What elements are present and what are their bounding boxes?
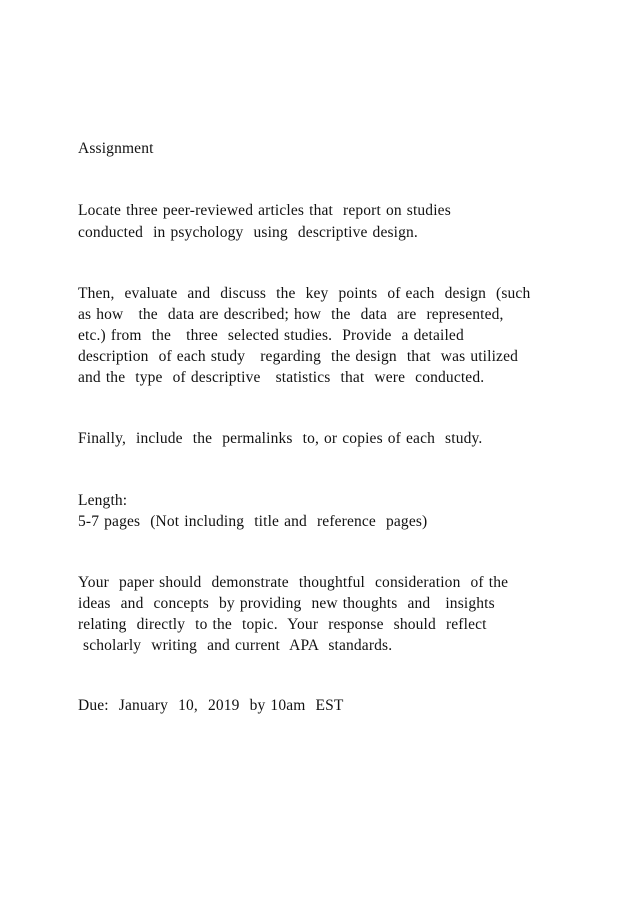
paragraph-evaluate-line-5: and the type of descriptive statistics that were conducted. — [78, 369, 485, 386]
paragraph-evaluate-line-4: description of each study regarding the design that was utilized — [78, 348, 519, 365]
length-value: 5-7 pages (Not including title and reference pages) — [78, 513, 428, 530]
assignment-heading: Assignment — [78, 140, 154, 157]
paragraph-locate-line-1: Locate three peer-reviewed articles that report on studies — [78, 202, 451, 219]
paragraph-paper-line-2: ideas and concepts by providing new thoughts and insights — [78, 595, 495, 612]
paragraph-finally-line-1: Finally, include the permalinks to, or copies of each study. — [78, 430, 483, 447]
length-label: Length: — [78, 492, 128, 509]
paragraph-evaluate-line-3: etc.) from the three selected studies. Provide a detailed — [78, 327, 464, 344]
paragraph-paper-line-3: relating directly to the topic. Your response should reflect — [78, 616, 487, 633]
paragraph-paper-line-1: Your paper should demonstrate thoughtful consideration of the — [78, 574, 509, 591]
paragraph-paper-line-4: scholarly writing and current APA standards. — [78, 637, 393, 654]
paragraph-evaluate-line-1: Then, evaluate and discuss the key points of each design (such — [78, 285, 531, 302]
paragraph-locate-line-2: conducted in psychology using descriptive design. — [78, 224, 418, 241]
due-date: Due: January 10, 2019 by 10am EST — [78, 697, 344, 714]
paragraph-evaluate-line-2: as how the data are described; how the data are represented, — [78, 306, 504, 323]
